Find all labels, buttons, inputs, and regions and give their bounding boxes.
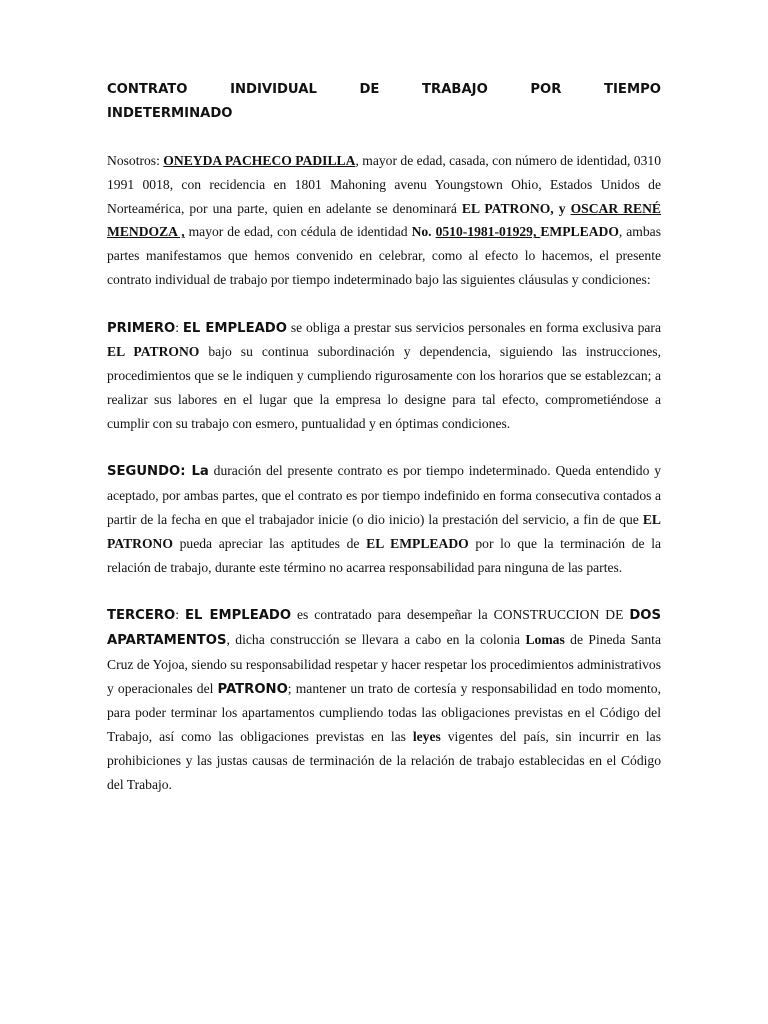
intro-paragraph	[107, 149, 661, 292]
title-word: DE	[359, 82, 380, 97]
title-word: INDIVIDUAL	[230, 82, 317, 97]
clause-text: ; mantener un trato de cortesía y responsabilidad en todo momento, para poder terminar los apartamentos cumpliendo todas las obligaciones previstas en el Código del Trabajo, así como las obligaciones previstas en las	[107, 680, 661, 745]
role-patrono: EL PATRONO	[107, 344, 200, 360]
clause-tercero	[107, 603, 661, 796]
contract-title	[107, 78, 661, 125]
role-empleado: EL EMPLEADO	[184, 608, 292, 624]
clause-text: bajo su continua subordinación y dependencia, siguiendo las instrucciones, procedimientos que se le indiquen y cumpliendo rigurosamente con los horarios que se establezcan; a realizar sus labores en el lugar que la empresa lo designe para tal efecto, comprometiéndose a cumplir con su trabajo con esmero, puntualidad y en óptimas condiciones.	[107, 344, 661, 431]
clause-label: TERCERO	[107, 608, 176, 624]
clause-colon: :	[175, 319, 183, 335]
intro-text: mayor de edad, con cédula de identidad	[184, 224, 412, 240]
clause-segundo	[107, 459, 661, 579]
clause-label: SEGUNDO: La	[107, 464, 209, 480]
clause-text: es contratado para desempeñar la CONSTRUCCION DE	[291, 607, 630, 623]
clause-text: se obliga a prestar sus servicios personales en forma exclusiva para	[286, 319, 661, 335]
role-empleado: EL EMPLEADO	[366, 535, 469, 551]
title-word: TIEMPO	[604, 82, 661, 97]
party-name-empleado: OSCAR RENÉ MENDOZA ,	[107, 200, 661, 240]
intro-text: Nosotros:	[107, 153, 164, 168]
role-empleado: EL EMPLEADO	[182, 320, 287, 336]
title-line-1	[107, 78, 661, 102]
title-word: CONTRATO	[107, 82, 188, 97]
project-name: DOS APARTAMENTOS	[107, 608, 661, 648]
clause-text: , dicha construcción se llevara a cabo en la colonia	[226, 631, 526, 647]
role-empleado: EMPLEADO	[540, 224, 619, 240]
clause-text: pueda apreciar las aptitudes de	[172, 535, 367, 551]
intro-text: , mayor de edad, casada, con número de identidad, 0310 1991 0018, con recidencia en 1801 Mahoning avenu Youngstown Ohio, Estados Unidos de Norteamérica, por una parte, quien en adelante se denominará	[107, 153, 661, 216]
role-patrono: EL PATRONO,	[461, 200, 554, 216]
clause-text: por lo que la terminación de la relación de trabajo, durante este término no acarrea responsabilidad para ninguna de las partes.	[107, 535, 662, 575]
clause-text: vigentes del país, sin incurrir en las prohibiciones y las justas causas de terminación de la relación de trabajo establecidas en el Código del Trabajo.	[107, 729, 661, 792]
clause-text: de Pineda Santa Cruz de Yojoa, siendo su responsabilidad respetar y hacer respetar los procedimientos administrativos y operacionales del	[107, 631, 661, 696]
role-patrono: PATRONO	[217, 681, 288, 697]
title-word: POR	[530, 82, 562, 97]
id-number-label: No.	[411, 224, 436, 240]
clause-colon: :	[175, 607, 185, 623]
role-patrono: EL PATRONO	[107, 511, 661, 551]
title-word: TRABAJO	[422, 82, 488, 97]
intro-text: , ambas partes manifestamos que hemos convenido en celebrar, como al efecto lo hacemos, el presente contrato individual de trabajo por tiempo indeterminado bajo las siguientes cláusulas y condiciones:	[107, 224, 662, 287]
document-body	[107, 78, 661, 797]
intro-conjunction: y	[553, 200, 571, 216]
title-line-2: INDETERMINADO	[107, 105, 233, 121]
id-number: 0510-1981-01929,	[435, 224, 541, 240]
party-name-patrono: ONEYDA PACHECO PADILLA	[163, 153, 356, 168]
clause-text: duración del presente contrato es por tiempo indeterminado. Queda entendido y aceptado, por ambas partes, que el contrato es por tiempo indefinido en forma consecutiva contados a partir de la fecha en que el trabajador inicie (o dio inicio) la prestación del servicio, a fin de que	[107, 463, 661, 527]
clause-primero	[107, 316, 661, 436]
leyes-word: leyes	[412, 729, 441, 745]
clause-label: PRIMERO	[107, 320, 176, 336]
colonia-name: Lomas	[525, 631, 565, 647]
